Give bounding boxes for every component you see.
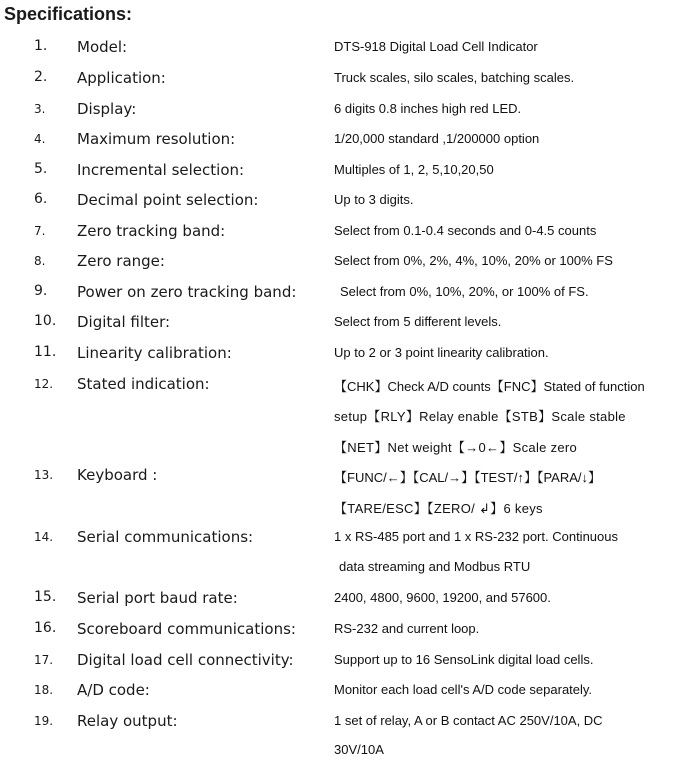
spec-row-display bbox=[0, 100, 693, 130]
spec-value: 1/20,000 standard ,1/200000 option bbox=[334, 131, 540, 146]
spec-row-zero-range bbox=[0, 252, 693, 282]
spec-value: Select from 0%, 10%, 20%, or 100% of FS. bbox=[340, 284, 589, 299]
spec-row-max-resolution bbox=[0, 130, 693, 160]
spec-label: Stated indication: bbox=[77, 375, 210, 393]
spec-number: 19. bbox=[34, 714, 54, 728]
spec-row-incremental-selection bbox=[0, 161, 693, 191]
spec-row-serial-communications bbox=[0, 528, 693, 558]
spec-row-application bbox=[0, 69, 693, 99]
spec-row-stated-indication bbox=[0, 375, 693, 405]
spec-number: 13. bbox=[34, 468, 54, 482]
spec-label: Digital load cell connectivity: bbox=[77, 651, 294, 669]
spec-value-continuation: setup【RLY】Relay enable【STB】Scale stable bbox=[334, 409, 626, 424]
spec-value: 【FUNC/←】【CAL/→】【TEST/↑】【PARA/↓】 bbox=[334, 470, 602, 485]
spec-value: Monitor each load cell's A/D code separately. bbox=[334, 682, 593, 697]
spec-value: Select from 0%, 2%, 4%, 10%, 20% or 100% FS bbox=[334, 253, 613, 268]
spec-label: Model: bbox=[77, 38, 128, 56]
spec-value: 【CHK】Check A/D counts【FNC】Stated of function bbox=[334, 379, 645, 394]
spec-number: 10. bbox=[34, 313, 57, 329]
spec-row-baud-rate bbox=[0, 589, 693, 619]
spec-row-decimal-point bbox=[0, 191, 693, 221]
spec-number: 17. bbox=[34, 653, 54, 667]
spec-value: Select from 5 different levels. bbox=[334, 314, 502, 329]
spec-number: 6. bbox=[34, 191, 48, 207]
spec-row-linearity-calibration bbox=[0, 344, 693, 374]
spec-value-continuation: data streaming and Modbus RTU bbox=[339, 559, 531, 574]
spec-row-load-cell-connectivity bbox=[0, 651, 693, 681]
spec-value-continuation: 【TARE/ESC】【ZERO/ ↲】6 keys bbox=[334, 501, 543, 516]
spec-number: 15. bbox=[34, 589, 57, 605]
spec-row-ad-code bbox=[0, 681, 693, 711]
spec-label: Keyboard : bbox=[77, 466, 158, 484]
spec-value: 1 set of relay, A or B contact AC 250V/10A, DC bbox=[334, 713, 603, 728]
spec-value: Support up to 16 SensoLink digital load cells. bbox=[334, 652, 594, 667]
spec-label: Relay output: bbox=[77, 712, 178, 730]
spec-value: Multiples of 1, 2, 5,10,20,50 bbox=[334, 162, 494, 177]
spec-number: 8. bbox=[34, 254, 46, 268]
spec-number: 12. bbox=[34, 377, 54, 391]
spec-number: 5. bbox=[34, 161, 48, 177]
spec-number: 16. bbox=[34, 620, 57, 636]
spec-label: Serial communications: bbox=[77, 528, 254, 546]
spec-value: 1 x RS-485 port and 1 x RS-232 port. Continuous bbox=[334, 529, 618, 544]
spec-label: Zero range: bbox=[77, 252, 165, 270]
spec-label: A/D code: bbox=[77, 681, 150, 699]
spec-row-scoreboard bbox=[0, 620, 693, 650]
spec-row-digital-filter bbox=[0, 313, 693, 343]
spec-value: RS-232 and current loop. bbox=[334, 621, 480, 636]
spec-number: 7. bbox=[34, 224, 46, 238]
spec-label: Serial port baud rate: bbox=[77, 589, 238, 607]
spec-number: 9. bbox=[34, 283, 48, 299]
spec-number: 2. bbox=[34, 69, 48, 85]
spec-label: Application: bbox=[77, 69, 166, 87]
spec-value: Truck scales, silo scales, batching scales. bbox=[334, 70, 575, 85]
spec-label: Maximum resolution: bbox=[77, 130, 236, 148]
spec-label: Incremental selection: bbox=[77, 161, 245, 179]
spec-value: Select from 0.1-0.4 seconds and 0-4.5 counts bbox=[334, 223, 597, 238]
spec-value: DTS-918 Digital Load Cell Indicator bbox=[334, 39, 538, 54]
spec-number: 3. bbox=[34, 102, 46, 116]
spec-value-continuation: 30V/10A bbox=[334, 742, 384, 757]
spec-row-power-on-zero bbox=[0, 283, 693, 313]
spec-row-relay-output bbox=[0, 712, 693, 742]
spec-label: Display: bbox=[77, 100, 137, 118]
spec-value-continuation: 【NET】Net weight【→0←】Scale zero bbox=[334, 440, 578, 455]
spec-label: Power on zero tracking band: bbox=[77, 283, 297, 301]
spec-label: Zero tracking band: bbox=[77, 222, 226, 240]
spec-label: Linearity calibration: bbox=[77, 344, 232, 362]
spec-number: 11. bbox=[34, 344, 57, 360]
spec-number: 18. bbox=[34, 683, 54, 697]
spec-value: Up to 2 or 3 point linearity calibration. bbox=[334, 345, 549, 360]
spec-row-model bbox=[0, 38, 693, 68]
spec-row-keyboard bbox=[0, 466, 693, 496]
spec-number: 14. bbox=[34, 530, 54, 544]
spec-number: 1. bbox=[34, 38, 48, 54]
spec-value: Up to 3 digits. bbox=[334, 192, 414, 207]
spec-label: Digital filter: bbox=[77, 313, 171, 331]
spec-label: Scoreboard communications: bbox=[77, 620, 296, 638]
spec-value: 6 digits 0.8 inches high red LED. bbox=[334, 101, 522, 116]
page-title: Specifications: bbox=[4, 4, 133, 24]
spec-number: 4. bbox=[34, 132, 46, 146]
spec-row-zero-tracking-band bbox=[0, 222, 693, 252]
spec-label: Decimal point selection: bbox=[77, 191, 259, 209]
spec-value: 2400, 4800, 9600, 19200, and 57600. bbox=[334, 590, 551, 605]
